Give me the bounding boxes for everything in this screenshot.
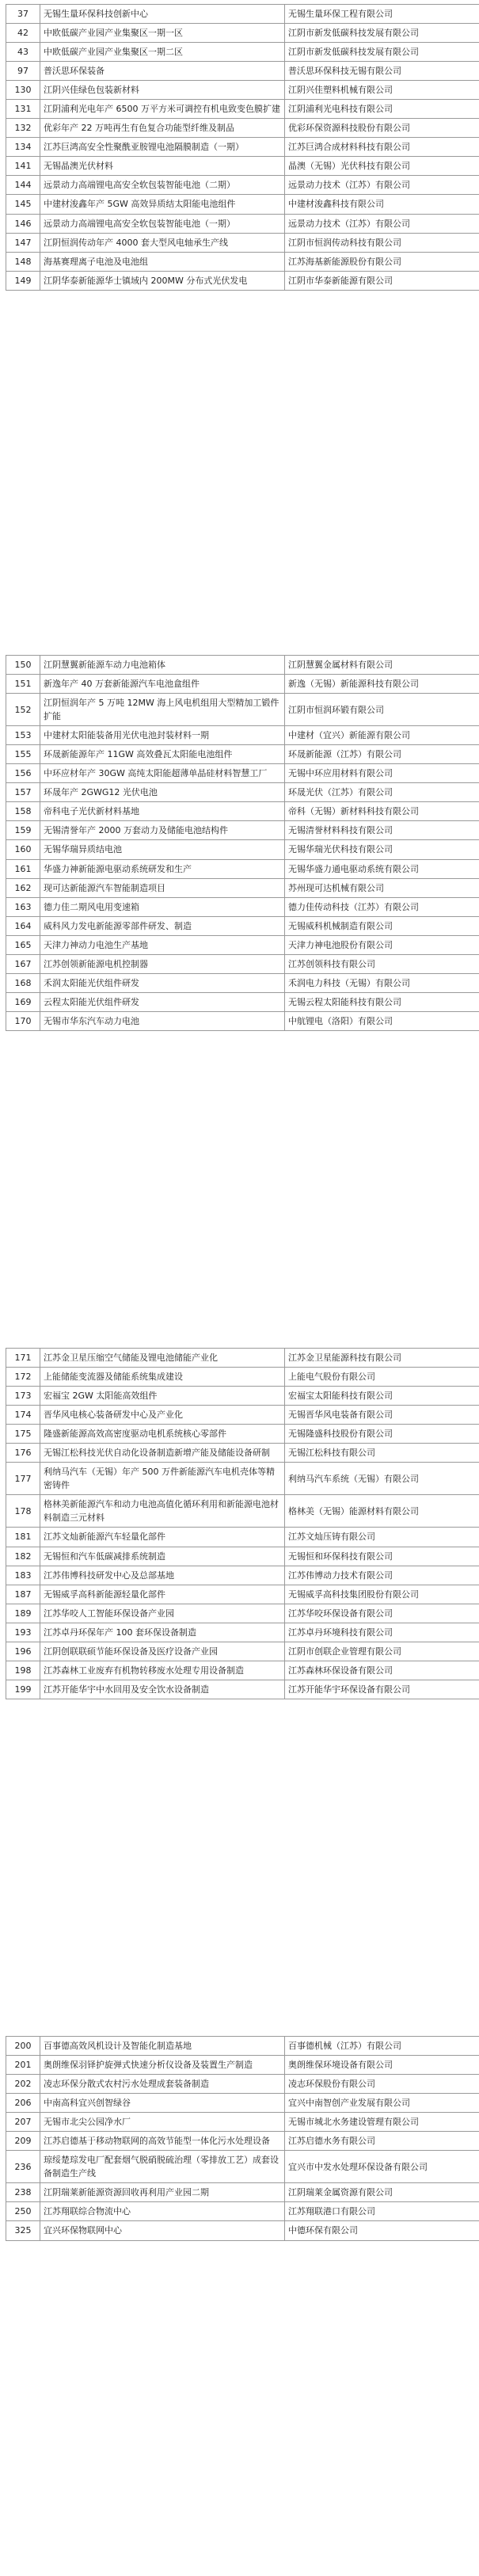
- row-number: 163: [6, 897, 40, 916]
- company-name: 无锡云程太阳能科技有限公司: [285, 992, 479, 1011]
- company-name: 江阴慧翼金属材料有限公司: [285, 656, 479, 675]
- company-name: 格林美（无锡）能源材料有限公司: [285, 1495, 479, 1528]
- table-row: [6, 1463, 479, 1495]
- row-number: 146: [6, 214, 40, 233]
- company-name: 无锡市城北水务建设管理有限公司: [285, 2113, 479, 2132]
- table-row: [6, 1528, 479, 1547]
- project-name: 普沃思环保装备: [40, 62, 285, 81]
- project-name: 无锡市北尖公园净水厂: [40, 2113, 285, 2132]
- company-name: 无锡恒和环保科技有限公司: [285, 1547, 479, 1566]
- row-number: 199: [6, 1680, 40, 1699]
- project-name: 中欧低碳产业园产业集聚区一期二区: [40, 43, 285, 62]
- project-name: 琼绥楚琮发电厂配套烟气脱硝脱硫治理（零排放工艺）成套设备制造生产线: [40, 2151, 285, 2183]
- company-name: 无锡江松科技有限公司: [285, 1444, 479, 1463]
- company-name: 江苏开能华宇环保设备有限公司: [285, 1680, 479, 1699]
- row-number: 173: [6, 1387, 40, 1406]
- company-name: 江阴市恒润环锻有限公司: [285, 694, 479, 726]
- row-number: 157: [6, 783, 40, 802]
- project-name: 中建材浚鑫年产 5GW 高效异质结太阳能电池组件: [40, 195, 285, 214]
- project-name: 无锡江松科技光伏自动化设备制造新增产能及储能设备研制: [40, 1444, 285, 1463]
- project-name: 江苏启德基于移动物联网的高效节能型一体化污水处理设备: [40, 2132, 285, 2151]
- table-row: [6, 252, 479, 271]
- table-row: [6, 694, 479, 726]
- row-number: 152: [6, 694, 40, 726]
- company-name: 无锡清誉材料科技有限公司: [285, 821, 479, 840]
- company-name: 江阴瑞莱金属资源有限公司: [285, 2183, 479, 2202]
- row-number: 147: [6, 233, 40, 252]
- project-name: 江苏翔联综合物流中心: [40, 2202, 285, 2221]
- project-name: 宏福宝 2GW 太阳能高效组件: [40, 1387, 285, 1406]
- company-name: 江苏金卫星能源科技有限公司: [285, 1349, 479, 1368]
- row-number: 37: [6, 5, 40, 24]
- company-name: 无锡中环应用材料有限公司: [285, 764, 479, 783]
- company-name: 德力佳传动科技（江苏）有限公司: [285, 897, 479, 916]
- company-name: 中航锂电（洛阳）有限公司: [285, 1011, 479, 1030]
- table-row: [6, 119, 479, 138]
- table-row: [6, 1623, 479, 1642]
- row-number: 250: [6, 2202, 40, 2221]
- row-number: 171: [6, 1349, 40, 1368]
- company-name: 远景动力技术（江苏）有限公司: [285, 176, 479, 195]
- table-row: [6, 81, 479, 100]
- row-number: 238: [6, 2183, 40, 2202]
- project-name: 江苏卓丹环保年产 100 套环保设备制造: [40, 1623, 285, 1642]
- company-name: 江阴市恒润传动科技有限公司: [285, 233, 479, 252]
- company-name: 帝科（无锡）新材料科技有限公司: [285, 802, 479, 821]
- table-row: [6, 176, 479, 195]
- row-number: 175: [6, 1425, 40, 1444]
- row-number: 207: [6, 2113, 40, 2132]
- table-row: [6, 1642, 479, 1661]
- table-row: [6, 2183, 479, 2202]
- project-name: 天津力神动力电池生产基地: [40, 935, 285, 954]
- table-row: [6, 745, 479, 764]
- project-name: 环晟新能源年产 11GW 高效叠瓦太阳能电池组件: [40, 745, 285, 764]
- company-name: 江苏文灿压铸有限公司: [285, 1528, 479, 1547]
- company-name: 无锡生量环保工程有限公司: [285, 5, 479, 24]
- row-number: 141: [6, 157, 40, 176]
- company-name: 江阴市创联企业管理有限公司: [285, 1642, 479, 1661]
- table-row: [6, 992, 479, 1011]
- company-name: 江苏翔联港口有限公司: [285, 2202, 479, 2221]
- table-row: [6, 233, 479, 252]
- company-name: 新逸（无锡）新能源科技有限公司: [285, 675, 479, 694]
- project-name: 无锡华瑞异质结电池: [40, 840, 285, 859]
- project-name: 中建材太阳能装备用光伏电池封装材料一期: [40, 726, 285, 745]
- table-row: [6, 1495, 479, 1528]
- table-row: [6, 878, 479, 897]
- row-number: 164: [6, 916, 40, 935]
- row-number: 325: [6, 2221, 40, 2240]
- project-name: 江苏开能华宇中水回用及安全饮水设备制造: [40, 1680, 285, 1699]
- company-name: 晶澳（无锡）光伏科技有限公司: [285, 157, 479, 176]
- project-table-2: [6, 655, 479, 1031]
- project-name: 格林美新能源汽车和动力电池高值化循环利用和新能源电池材料制造三元材料: [40, 1495, 285, 1528]
- row-number: 130: [6, 81, 40, 100]
- table-row: [6, 802, 479, 821]
- table-row: [6, 675, 479, 694]
- project-name: 云程太阳能光伏组件研发: [40, 992, 285, 1011]
- table-row: [6, 1566, 479, 1585]
- table-row: [6, 821, 479, 840]
- company-name: 江苏创领科技有限公司: [285, 954, 479, 973]
- project-name: 凌志环保分散式农村污水处理成套装备制造: [40, 2075, 285, 2094]
- table-row: [6, 2151, 479, 2183]
- row-number: 174: [6, 1406, 40, 1425]
- row-number: 209: [6, 2132, 40, 2151]
- row-number: 178: [6, 1495, 40, 1528]
- project-name: 晋华风电核心装备研发中心及产业化: [40, 1406, 285, 1425]
- table-row: [6, 2202, 479, 2221]
- row-number: 181: [6, 1528, 40, 1547]
- company-name: 江苏海基新能源股份有限公司: [285, 252, 479, 271]
- table-row: [6, 916, 479, 935]
- project-name: 无锡威孚高科新能源轻量化部件: [40, 1585, 285, 1604]
- row-number: 182: [6, 1547, 40, 1566]
- row-number: 200: [6, 2037, 40, 2056]
- company-name: 江阴市华泰新能源有限公司: [285, 271, 479, 290]
- table-row: [6, 1547, 479, 1566]
- project-name: 江苏文灿新能源汽车轻量化部件: [40, 1528, 285, 1547]
- company-name: 江阴浦利光电科技有限公司: [285, 100, 479, 119]
- project-name: 江阴瑞莱新能源资源回收再利用产业园二期: [40, 2183, 285, 2202]
- project-name: 无锡晶澳光伏材料: [40, 157, 285, 176]
- table-row: [6, 62, 479, 81]
- project-name: 上能储能变流器及储能系统集成建设: [40, 1368, 285, 1387]
- company-name: 环晟光伏（江苏）有限公司: [285, 783, 479, 802]
- project-name: 百事德高效风机设计及智能化制造基地: [40, 2037, 285, 2056]
- row-number: 144: [6, 176, 40, 195]
- project-name: 江阴慧翼新能源车动力电池箱体: [40, 656, 285, 675]
- company-name: 江苏森林环保设备有限公司: [285, 1661, 479, 1680]
- row-number: 132: [6, 119, 40, 138]
- table-row: [6, 271, 479, 290]
- row-number: 158: [6, 802, 40, 821]
- company-name: 上能电气股份有限公司: [285, 1368, 479, 1387]
- project-name: 中环应材年产 30GW 高纯太阳能超薄单晶硅材料智慧工厂: [40, 764, 285, 783]
- table-row: [6, 973, 479, 992]
- company-name: 江阴市新发低碳科技发展有限公司: [285, 24, 479, 43]
- row-number: 170: [6, 1011, 40, 1030]
- project-name: 远景动力高端锂电高安全软包装智能电池（二期）: [40, 176, 285, 195]
- table-row: [6, 24, 479, 43]
- table-row: [6, 2221, 479, 2240]
- table-row: [6, 214, 479, 233]
- company-name: 无锡华盛力通电驱动系统有限公司: [285, 859, 479, 878]
- project-name: 奥朗维保羽铎护旋弹式快速分析仪设备及装置生产制造: [40, 2056, 285, 2075]
- project-name: 中南高科宜兴创智绿谷: [40, 2094, 285, 2113]
- table-row: [6, 954, 479, 973]
- project-name: 无锡恒和汽车低碳减排系统制造: [40, 1547, 285, 1566]
- project-name: 江苏伟博科技研发中心及总部基地: [40, 1566, 285, 1585]
- company-name: 中德环保有限公司: [285, 2221, 479, 2240]
- company-name: 江苏伟博动力技术有限公司: [285, 1566, 479, 1585]
- company-name: 江苏巨鸿合成材料科技有限公司: [285, 138, 479, 157]
- project-table-3: [6, 1348, 479, 1699]
- table-row: [6, 2113, 479, 2132]
- table-row: [6, 1349, 479, 1368]
- company-name: 江苏华咬环保设备有限公司: [285, 1604, 479, 1623]
- company-name: 江阴市新发低碳科技发展有限公司: [285, 43, 479, 62]
- company-name: 无锡威孚高科技集团股份有限公司: [285, 1585, 479, 1604]
- table-row: [6, 726, 479, 745]
- row-number: 150: [6, 656, 40, 675]
- company-name: 宏福宝太阳能科技有限公司: [285, 1387, 479, 1406]
- project-name: 威科风力发电新能源零部件研发、制造: [40, 916, 285, 935]
- row-number: 148: [6, 252, 40, 271]
- company-name: 远景动力技术（江苏）有限公司: [285, 214, 479, 233]
- row-number: 198: [6, 1661, 40, 1680]
- company-name: 江苏启德水务有限公司: [285, 2132, 479, 2151]
- row-number: 167: [6, 954, 40, 973]
- project-name: 环晟年产 2GWG12 光伏电池: [40, 783, 285, 802]
- row-number: 43: [6, 43, 40, 62]
- project-name: 优彩年产 22 万吨再生有色复合功能型纤维及制品: [40, 119, 285, 138]
- row-number: 161: [6, 859, 40, 878]
- project-name: 江苏森林工业废弃有机物转移废水处理专用设备制造: [40, 1661, 285, 1680]
- project-name: 江苏华咬人工智能环保设备产业园: [40, 1604, 285, 1623]
- project-name: 无锡生量环保科技创新中心: [40, 5, 285, 24]
- table-row: [6, 840, 479, 859]
- project-name: 现可达新能源汽车智能制造项目: [40, 878, 285, 897]
- table-row: [6, 138, 479, 157]
- table-row: [6, 5, 479, 24]
- row-number: 134: [6, 138, 40, 157]
- company-name: 无锡隆盛科技股份有限公司: [285, 1425, 479, 1444]
- project-name: 江苏金卫星压缩空气储能及锂电池储能产业化: [40, 1349, 285, 1368]
- project-name: 江苏巨鸿高安全性聚酰亚胺锂电池隔膜制造（一期）: [40, 138, 285, 157]
- row-number: 202: [6, 2075, 40, 2094]
- table-row: [6, 2037, 479, 2056]
- project-name: 江阴浦利光电年产 6500 万平方米可调控有机电致变色膜扩建: [40, 100, 285, 119]
- table-row: [6, 1661, 479, 1680]
- table-row: [6, 2094, 479, 2113]
- table-row: [6, 100, 479, 119]
- table-row: [6, 157, 479, 176]
- row-number: 155: [6, 745, 40, 764]
- company-name: 天津力神电池股份有限公司: [285, 935, 479, 954]
- row-number: 189: [6, 1604, 40, 1623]
- row-number: 187: [6, 1585, 40, 1604]
- project-name: 江阴华泰新能源华士镇域内 200MW 分布式光伏发电: [40, 271, 285, 290]
- table-row: [6, 1425, 479, 1444]
- table-row: [6, 859, 479, 878]
- company-name: 江阴兴佳塑料机械有限公司: [285, 81, 479, 100]
- row-number: 177: [6, 1463, 40, 1495]
- row-number: 165: [6, 935, 40, 954]
- row-number: 156: [6, 764, 40, 783]
- row-number: 169: [6, 992, 40, 1011]
- row-number: 160: [6, 840, 40, 859]
- row-number: 168: [6, 973, 40, 992]
- project-name: 华盛力神新能源电驱动系统研发和生产: [40, 859, 285, 878]
- project-name: 江阴兴佳绿色包装新材料: [40, 81, 285, 100]
- row-number: 236: [6, 2151, 40, 2183]
- company-name: 中建材（宜兴）新能源有限公司: [285, 726, 479, 745]
- project-name: 隆盛新能源高效高密度驱动电机系统核心零部件: [40, 1425, 285, 1444]
- company-name: 普沃思环保科技无锡有限公司: [285, 62, 479, 81]
- project-table-4: [6, 2036, 479, 2241]
- company-name: 利纳马汽车系统（无锡）有限公司: [285, 1463, 479, 1495]
- company-name: 无锡威科机械制造有限公司: [285, 916, 479, 935]
- table-row: [6, 897, 479, 916]
- company-name: 宜兴市中发水处理环保设备有限公司: [285, 2151, 479, 2183]
- company-name: 禾润电力科技（无锡）有限公司: [285, 973, 479, 992]
- row-number: 97: [6, 62, 40, 81]
- table-row: [6, 1368, 479, 1387]
- row-number: 162: [6, 878, 40, 897]
- table-row: [6, 2056, 479, 2075]
- table-row: [6, 656, 479, 675]
- table-row: [6, 1444, 479, 1463]
- project-table-1: [6, 4, 479, 291]
- project-name: 德力佳二期风电用变速箱: [40, 897, 285, 916]
- table-row: [6, 1011, 479, 1030]
- row-number: 145: [6, 195, 40, 214]
- company-name: 无锡华瑞光伏科技有限公司: [285, 840, 479, 859]
- row-number: 201: [6, 2056, 40, 2075]
- table-row: [6, 195, 479, 214]
- row-number: 149: [6, 271, 40, 290]
- company-name: 优彩环保资源科技股份有限公司: [285, 119, 479, 138]
- project-name: 江阴恒润传动年产 4000 套大型风电轴承生产线: [40, 233, 285, 252]
- row-number: 183: [6, 1566, 40, 1585]
- row-number: 151: [6, 675, 40, 694]
- row-number: 206: [6, 2094, 40, 2113]
- table-row: [6, 1387, 479, 1406]
- table-row: [6, 1406, 479, 1425]
- project-name: 帝科电子光伏新材料基地: [40, 802, 285, 821]
- project-name: 江苏创领新能源电机控制器: [40, 954, 285, 973]
- project-name: 新逸年产 40 万套新能源汽车电池盒组件: [40, 675, 285, 694]
- company-name: 中建材浚鑫科技有限公司: [285, 195, 479, 214]
- table-row: [6, 1585, 479, 1604]
- company-name: 无锡晋华风电装备有限公司: [285, 1406, 479, 1425]
- company-name: 奥朗维保环境设备有限公司: [285, 2056, 479, 2075]
- table-row: [6, 1604, 479, 1623]
- table-row: [6, 1680, 479, 1699]
- row-number: 131: [6, 100, 40, 119]
- row-number: 42: [6, 24, 40, 43]
- row-number: 196: [6, 1642, 40, 1661]
- project-name: 江阴恒润年产 5 万吨 12MW 海上风电机组用大型精加工锻件扩能: [40, 694, 285, 726]
- company-name: 苏州现可达机械有限公司: [285, 878, 479, 897]
- project-name: 江阴创联联硕节能环保设备及医疗设备产业园: [40, 1642, 285, 1661]
- project-name: 禾润太阳能光伏组件研发: [40, 973, 285, 992]
- project-name: 远景动力高端锂电高安全软包装智能电池（一期）: [40, 214, 285, 233]
- row-number: 176: [6, 1444, 40, 1463]
- table-row: [6, 43, 479, 62]
- company-name: 江苏卓丹环境科技有限公司: [285, 1623, 479, 1642]
- company-name: 宜兴中南智创产业发展有限公司: [285, 2094, 479, 2113]
- project-name: 无锡清誉年产 2000 万套动力及储能电池结构件: [40, 821, 285, 840]
- company-name: 环晟新能源（江苏）有限公司: [285, 745, 479, 764]
- company-name: 百事德机械（江苏）有限公司: [285, 2037, 479, 2056]
- table-row: [6, 764, 479, 783]
- row-number: 172: [6, 1368, 40, 1387]
- table-row: [6, 2075, 479, 2094]
- company-name: 凌志环保股份有限公司: [285, 2075, 479, 2094]
- row-number: 159: [6, 821, 40, 840]
- project-name: 利纳马汽车（无锡）年产 500 万件新能源汽车电机壳体等精密铸件: [40, 1463, 285, 1495]
- project-name: 海基赛理离子电池及电池组: [40, 252, 285, 271]
- project-name: 中欧低碳产业园产业集聚区一期一区: [40, 24, 285, 43]
- project-name: 无锡市华东汽车动力电池: [40, 1011, 285, 1030]
- table-row: [6, 935, 479, 954]
- row-number: 153: [6, 726, 40, 745]
- row-number: 193: [6, 1623, 40, 1642]
- table-row: [6, 2132, 479, 2151]
- project-name: 宜兴环保物联网中心: [40, 2221, 285, 2240]
- table-row: [6, 783, 479, 802]
